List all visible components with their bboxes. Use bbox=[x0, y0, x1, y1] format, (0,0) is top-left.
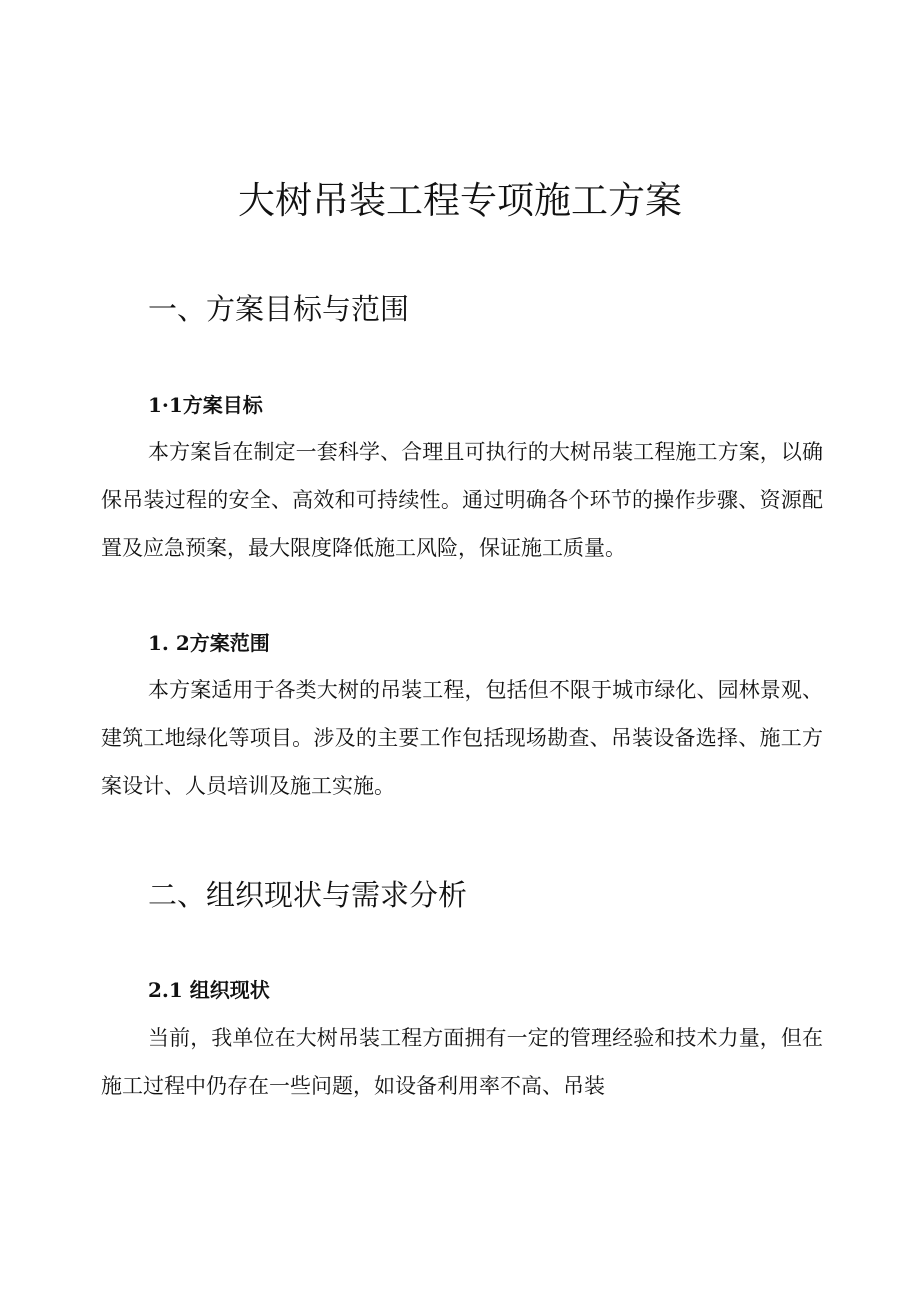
subsection-heading-2-1: 2.1 组织现状 bbox=[148, 978, 270, 1002]
section-heading-2: 二、组织现状与需求分析 bbox=[148, 878, 468, 912]
subsection-heading-1-2: 1. 2方案范围 bbox=[148, 631, 270, 655]
paragraph-1-2: 本方案适用于各类大树的吊装工程，包括但不限于城市绿化、园林景观、建筑工地绿化等项目。涉及的主要工作包括现场勘查、吊装设备选择、施工方案设计、人员培训及施工实施。 bbox=[101, 678, 823, 798]
subsection-heading-1-1: 1·1方案目标 bbox=[148, 393, 263, 417]
section-heading-1: 一、方案目标与范围 bbox=[148, 292, 410, 326]
document-title: 大树吊装工程专项施工方案 bbox=[238, 179, 682, 222]
paragraph-1-1: 本方案旨在制定一套科学、合理且可执行的大树吊装工程施工方案，以确保吊装过程的安全、高效和可持续性。通过明确各个环节的操作步骤、资源配置及应急预案，最大限度降低施工风险，保证施工质量。 bbox=[101, 440, 823, 560]
paragraph-2-1: 当前，我单位在大树吊装工程方面拥有一定的管理经验和技术力量，但在施工过程中仍存在一些问题，如设备利用率不高、吊装 bbox=[101, 1026, 823, 1098]
